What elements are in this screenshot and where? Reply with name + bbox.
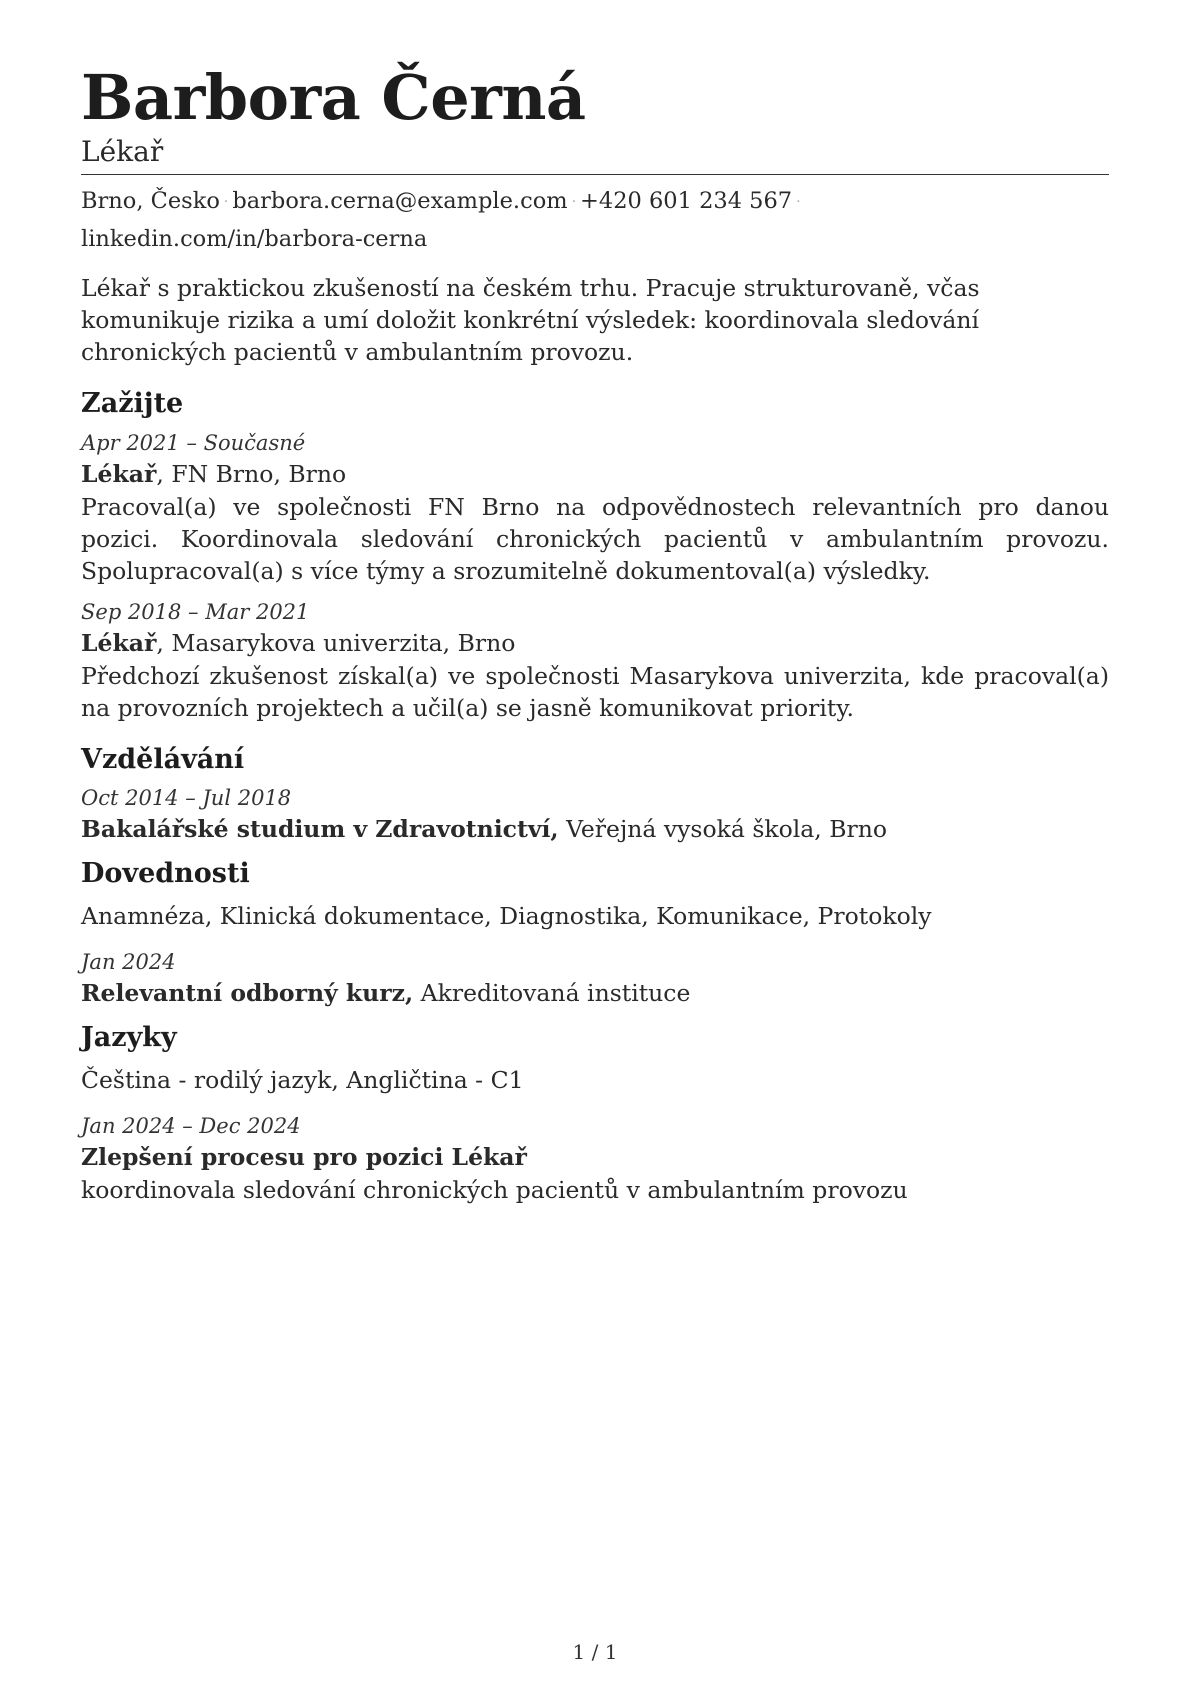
candidate-name: Barbora Černá <box>81 61 586 134</box>
experience-description: Pracoval(a) ve společnosti FN Brno na odpovědnostech relevantních pro danou pozici. Koordinovala sledování chronických pacientů v ambulantním provozu. Spolupracoval(a) s více týmy a srozumitelně dokumentoval(a) výsledky. <box>81 493 1109 586</box>
experience-item <box>81 428 1109 587</box>
contact-separator: · <box>223 193 229 210</box>
experience-dates: Sep 2018 – Mar 2021 <box>81 600 310 625</box>
course-title: Relevantní odborný kurz, <box>81 979 414 1008</box>
skills-list: Anamnéza, Klinická dokumentace, Diagnostika, Komunikace, Protokoly <box>81 902 932 931</box>
education-entry <box>81 813 1109 846</box>
languages-list: Čeština - rodilý jazyk, Angličtina - C1 <box>81 1066 524 1095</box>
contact-linkedin[interactable]: linkedin.com/in/barbora-cerna <box>81 225 428 252</box>
header-divider <box>81 174 1109 175</box>
education-degree: Bakalářské studium v Zdravotnictví, <box>81 814 559 843</box>
course-entry <box>81 977 1109 1010</box>
experience-org: , Masarykova univerzita, Brno <box>156 629 516 658</box>
experience-position <box>81 458 1109 491</box>
profile-summary: Lékař s praktickou zkušeností na českém trhu. Pracuje strukturovaně, včas komunikuje rizika a umí doložit konkrétní výsledek: koordinovala sledování chronických pacientů v ambulantním provozu. <box>81 273 980 366</box>
experience-heading: Zažijte <box>81 387 184 419</box>
project-description: koordinovala sledování chronických pacientů v ambulantním provozu <box>81 1176 908 1205</box>
candidate-title: Lékař <box>81 135 164 169</box>
languages-heading: Jazyky <box>81 1022 177 1054</box>
contact-separator: · <box>571 193 577 210</box>
education-school: Veřejná vysoká škola, Brno <box>558 814 888 843</box>
project-title-text: Zlepšení procesu pro pozici Lékař <box>81 1143 527 1172</box>
experience-dates: Apr 2021 – Současné <box>81 431 306 456</box>
course-org: Akreditovaná instituce <box>413 979 691 1008</box>
experience-role: Lékař <box>81 460 157 489</box>
education-heading: Vzdělávání <box>81 744 245 776</box>
page-number: 1 / 1 <box>572 1640 618 1664</box>
experience-description: Předchozí zkušenost získal(a) ve společnosti Masarykova univerzita, kde pracoval(a) na provozních projektech a učil(a) se jasně komunikovat priority. <box>81 662 1109 723</box>
project-title <box>81 1141 1109 1174</box>
experience-role: Lékař <box>81 629 157 658</box>
experience-position <box>81 627 1109 660</box>
contact-location: Brno, Česko <box>81 188 220 215</box>
contact-info <box>81 183 1109 258</box>
course-item <box>81 947 1109 1010</box>
course-date: Jan 2024 <box>81 950 176 975</box>
education-item <box>81 783 1109 846</box>
contact-separator: · <box>796 193 801 210</box>
skills-heading: Dovednosti <box>81 857 250 889</box>
contact-email[interactable]: barbora.cerna@example.com <box>232 188 568 215</box>
experience-org: , FN Brno, Brno <box>156 460 347 489</box>
experience-item <box>81 597 1109 724</box>
project-item <box>81 1111 1109 1207</box>
education-dates: Oct 2014 – Jul 2018 <box>81 785 292 810</box>
contact-phone[interactable]: +420 601 234 567 <box>580 188 793 215</box>
project-dates: Jan 2024 – Dec 2024 <box>81 1114 301 1139</box>
